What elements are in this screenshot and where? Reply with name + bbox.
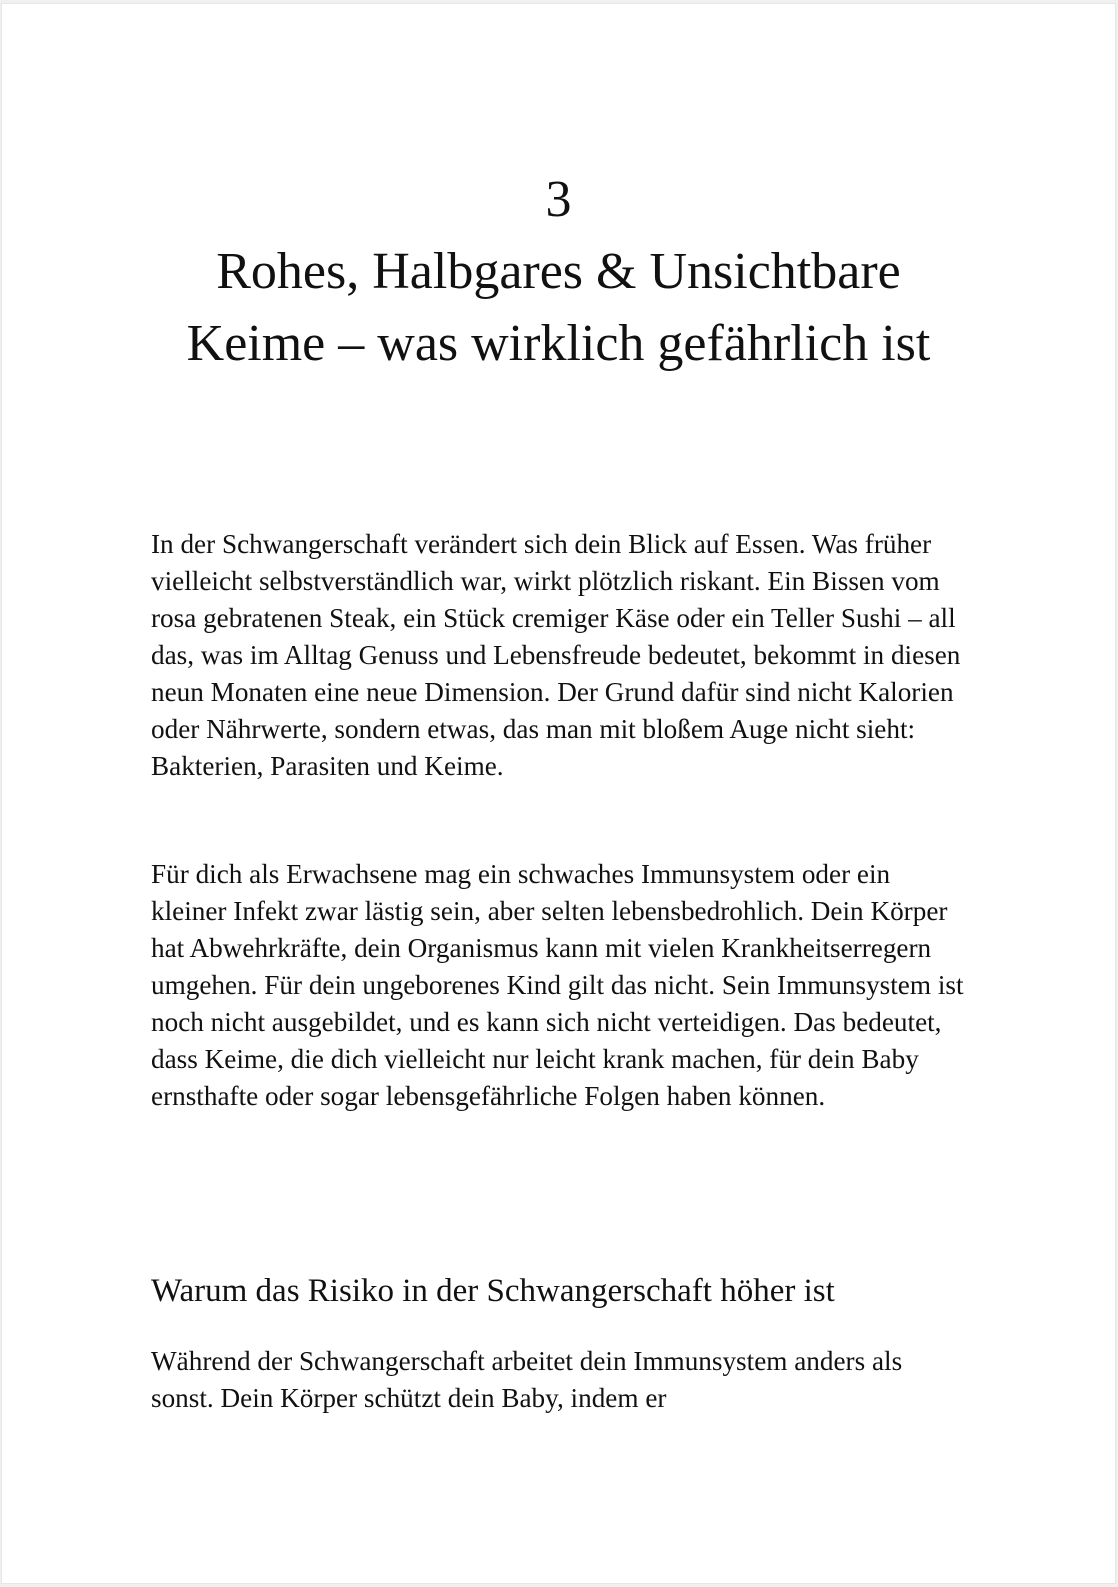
chapter-number: 3 xyxy=(545,171,572,228)
body-paragraph: In der Schwangerschaft verändert sich dein Blick auf Essen. Was früher vielleicht selbstverständlich war, wirkt plötzlich riskant. Ein Bissen vom rosa gebratenen Steak, ein Stück cremiger Käse oder ein Teller Sushi – all das, was im Alltag Genuss und Lebensfreude bedeutet, bekommt in diesen neun Monaten eine neue Dimension. Der Grund dafür sind nicht Kalorien oder Nährwerte, sondern etwas, das man mit bloßem Auge nicht sieht: Bakterien, Parasiten und Keime. xyxy=(151,529,961,781)
section-heading: Warum das Risiko in der Schwangerschaft höher ist xyxy=(151,1273,835,1309)
document-page xyxy=(1,3,1116,1584)
chapter-title: Rohes, Halbgares & Unsichtbare Keime – was wirklich gefährlich ist xyxy=(186,243,931,372)
body-paragraph: Für dich als Erwachsene mag ein schwaches Immunsystem oder ein kleiner Infekt zwar lästig sein, aber selten lebensbedrohlich. Dein Körper hat Abwehrkräfte, dein Organismus kann mit vielen Krankheitserregern umgehen. Für dein ungeborenes Kind gilt das nicht. Sein Immunsystem ist noch nicht ausgebildet, und es kann sich nicht verteidigen. Das bedeutet, dass Keime, die dich vielleicht nur leicht krank machen, für dein Baby ernsthafte oder sogar lebensgefährliche Folgen haben können. xyxy=(151,859,964,1111)
section-paragraph: Während der Schwangerschaft arbeitet dein Immunsystem anders als sonst. Dein Körper schützt dein Baby, indem er xyxy=(151,1346,903,1413)
